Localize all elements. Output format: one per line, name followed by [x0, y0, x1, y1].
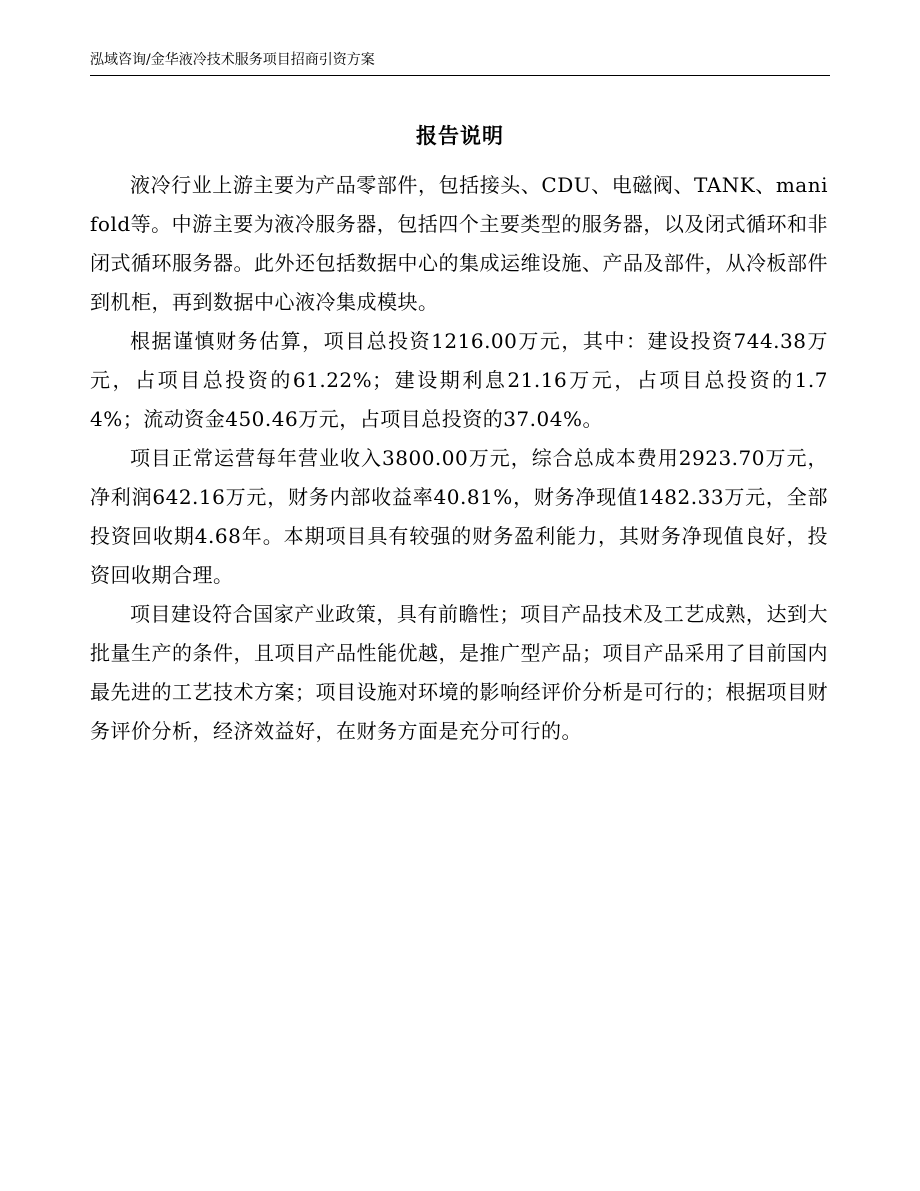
page-title: 报告说明 [416, 123, 504, 148]
paragraph-feasibility: 项目建设符合国家产业政策，具有前瞻性；项目产品技术及工艺成熟，达到大批量生产的条件，且项目产品性能优越，是推广型产品；项目产品采用了目前国内最先进的工艺技术方案；项目设施对环境的影响经评价分析是可行的；根据项目财务评价分析，经济效益好，在财务方面是充分可行的。 [90, 602, 828, 743]
running-header: 泓域咨询/金华液冷技术服务项目招商引资方案 [90, 50, 830, 76]
paragraph-financials: 项目正常运营每年营业收入3800.00万元，综合总成本费用2923.70万元，净利润642.16万元，财务内部收益率40.81%，财务净现值1482.33万元，全部投资回收期4.68年。本期项目具有较强的财务盈利能力，其财务净现值良好，投资回收期合理。 [90, 446, 828, 587]
report-body [90, 166, 828, 751]
paragraph-industry-chain: 液冷行业上游主要为产品零部件，包括接头、CDU、电磁阀、TANK、manifold等。中游主要为液冷服务器，包括四个主要类型的服务器，以及闭式循环和非闭式循环服务器。此外还包括数据中心的集成运维设施、产品及部件，从冷板部件到机柜，再到数据中心液冷集成模块。 [90, 173, 828, 314]
paragraph-investment: 根据谨慎财务估算，项目总投资1216.00万元，其中：建设投资744.38万元，占项目总投资的61.22%；建设期利息21.16万元，占项目总投资的1.74%；流动资金450.46万元，占项目总投资的37.04%。 [90, 329, 828, 431]
